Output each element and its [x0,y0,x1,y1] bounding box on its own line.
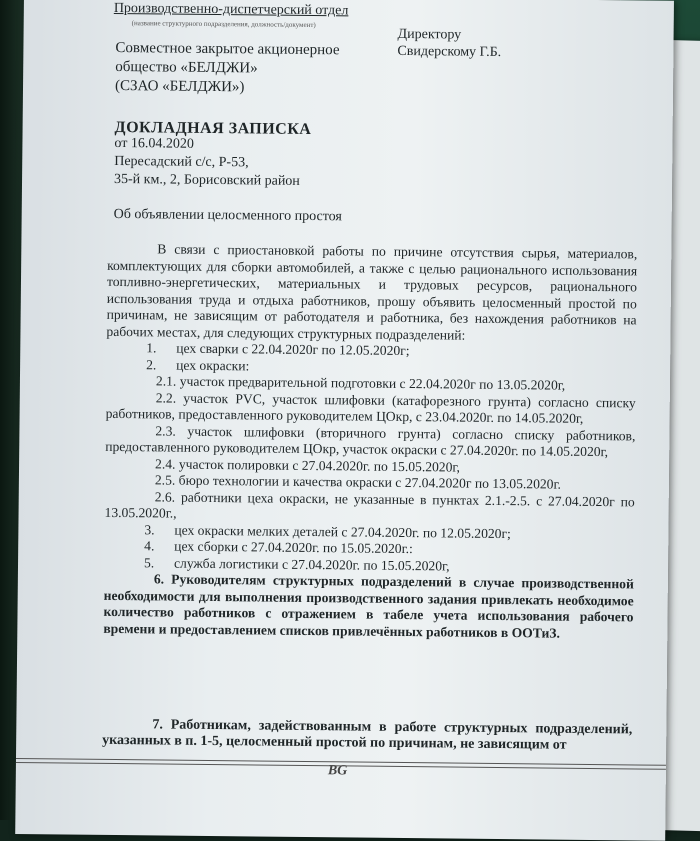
document-date: от 16.04.2020 [114,135,194,152]
list-item-text: цех окраски мелких деталей с 27.04.2020г. по 12.05.2020г; [174,522,511,541]
paragraph-7-text: 7. Работникам, задействованным в работе структурных подразделений, указанных в п. 1-5, целосменный простой по причинам, не зависящим от [102,717,633,753]
list-item-number: 3. [144,521,155,537]
intro-paragraph: В связи с приостановкой работы по причине отсутствия сырья, материалов, комплектующих для сборки автомобилей, а также с целью рационального использования топливно-энергетических, материальных и трудовых ресурсов, рационального использования труда и отдыха работников, прошу объявить целосменный простой по причинам, не зависящим от работодателя и работника, без нахождения работников на рабочих местах, для следующих структурных подразделений: [106,241,638,343]
addressee-name: Свидерскому Г.Б. [397,43,502,60]
document-sheet [15,0,674,841]
document-subject: Об объявлении целосменного простоя [113,206,342,225]
addressee-title: Директору [397,26,462,43]
list-item-text: служба логистики с 27.04.2020г. по 15.05.2020г, [173,555,450,573]
sub-item: 2.6. работники цеха окраски, не указанные в пунктах 2.1.-2.5. с 27.04.2020г по 13.05.2020г., [104,488,635,521]
paragraph-7 [102,717,632,755]
list-item-number: 1. [146,340,157,356]
list-item-text: цех сборки с 27.04.2020г. по 15.05.2020г.: [174,538,413,557]
company-block [115,39,340,98]
address-line: Пересадский с/с, Р-53, [114,153,249,171]
address-block [114,153,300,191]
list-item-text: цех окраски: [176,357,250,373]
department-name: Производственно-диспетчерский отдел [113,0,349,19]
addressee [397,26,501,61]
list-item-text: цех сварки с 22.04.2020г по 12.05.2020г; [176,340,410,359]
document-title: ДОКЛАДНАЯ ЗАПИСКА [114,118,312,139]
company-line: (СЗАО «БЕЛДЖИ») [114,77,245,96]
footer-logo: BG [327,763,348,779]
company-line: общество «БЕЛДЖИ» [115,58,258,77]
document-body [103,241,637,643]
list-item-number: 4. [144,538,155,554]
sub-item: 2.5. бюро технологии и качества окраски с 27.04.2020г по 13.05.2020г. [154,472,562,492]
sub-item: 2.4. участок полировки с 27.04.2020г. по 15.05.2020г, [155,455,460,475]
sub-item: 2.2. участок PVC, участок шлифовки (катафорезного грунта) согласно списку работников, предоставленного руководителем ЦОкр, с 23.04.2020г. по 14.05.2020г, [105,389,636,426]
sub-item: 2.1. участок предварительной подготовки с 22.04.2020г по 13.05.2020г, [155,373,566,393]
sub-item: 2.3. участок шлифовки (вторичного грунта) согласно списку работников, предоставленного руководителем ЦОкр, участок окраски с 27.04.2020г. по 14.05.2020г, [105,422,636,460]
paragraph-6: 6. Руководителям структурных подразделений в случае производственной необходимости для выполнения производственного задания привлекать необходимое количество работников с отражением в табеле учета использования рабочего времени и предоставлением списков привлечённых работников в ООТиЗ. [103,571,634,641]
company-line: Совместное закрытое акционерное [115,39,340,59]
department-caption: (название структурного подразделения, должность/документ) [131,19,316,30]
address-line: 35-й км., 2, Борисовский район [113,171,300,189]
list-item-number: 5. [143,554,155,570]
list-item-number: 2. [146,356,157,372]
